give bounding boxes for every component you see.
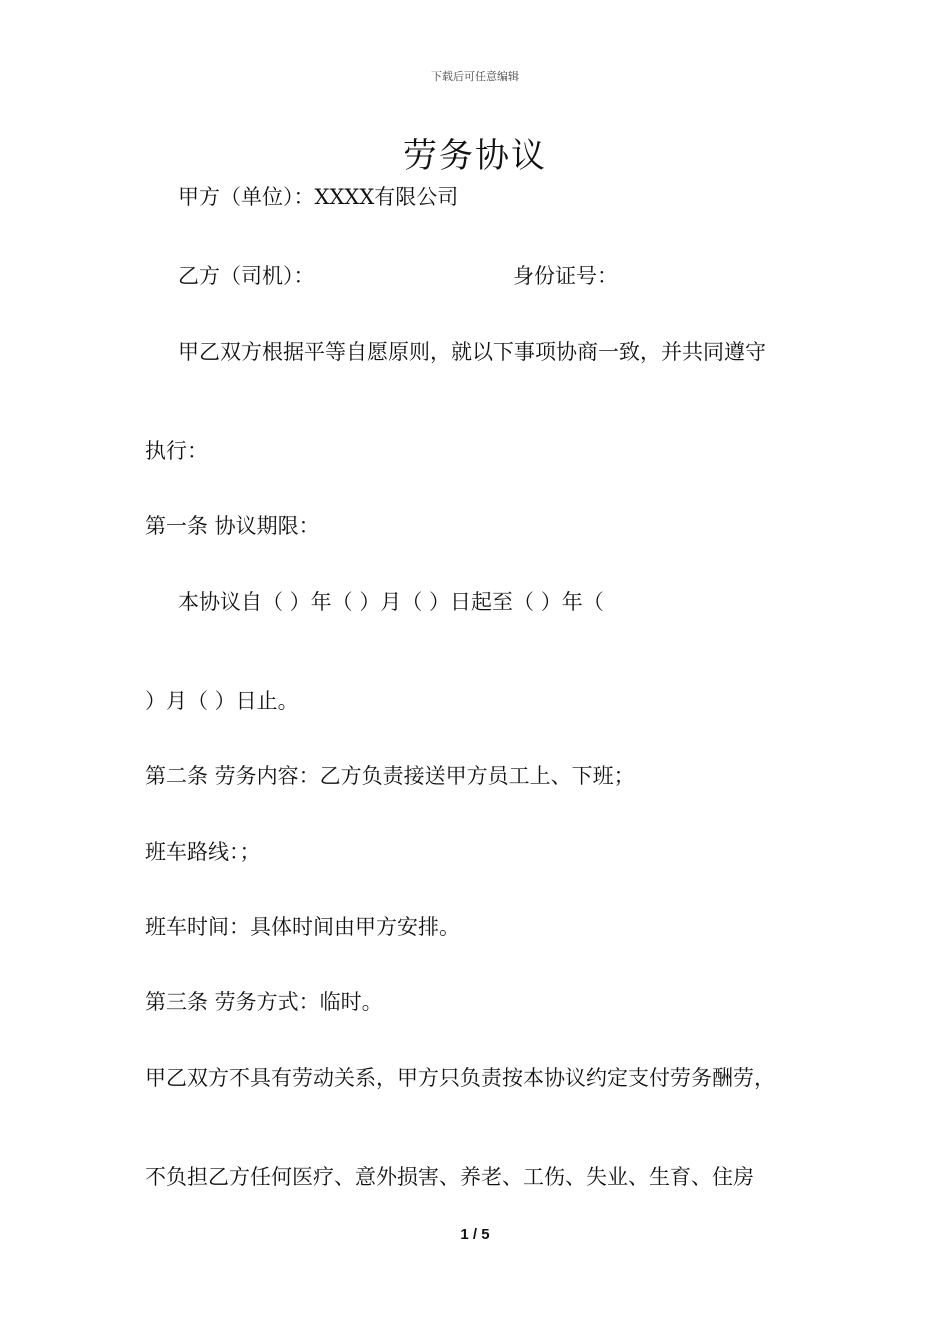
intro-line-2: 执行： — [145, 439, 208, 463]
header-note: 下载后可任意编辑 — [431, 70, 519, 83]
article-1-heading: 第一条 协议期限： — [145, 514, 320, 538]
party-a-line: 甲方（单位）：XXXX有限公司 — [178, 185, 459, 209]
intro-line-1: 甲乙双方根据平等自愿原则，就以下事项协商一致，并共同遵守 — [178, 340, 766, 364]
time-line: 班车时间：具体时间由甲方安排。 — [145, 915, 460, 939]
route-line: 班车路线：； — [145, 840, 261, 864]
document-title: 劳务协议 — [403, 136, 547, 176]
id-number-label: 身份证号： — [513, 264, 618, 288]
article-3-line: 第三条 劳务方式：临时。 — [145, 990, 383, 1014]
relationship-line-1: 甲乙双方不具有劳动关系，甲方只负责按本协议约定支付劳务酬劳， — [145, 1066, 775, 1090]
article-1-line-1: 本协议自（ ）年（ ）月（ ）日起至（ ）年（ — [178, 590, 604, 614]
page-number: 1 / 5 — [460, 1226, 490, 1243]
article-1-line-2: ）月（ ）日止。 — [145, 689, 299, 713]
article-2-line: 第二条 劳务内容：乙方负责接送甲方员工上、下班； — [145, 764, 635, 788]
relationship-line-2: 不负担乙方任何医疗、意外损害、养老、工伤、失业、生育、住房 — [145, 1165, 754, 1189]
party-b-label: 乙方（司机）： — [178, 264, 315, 288]
